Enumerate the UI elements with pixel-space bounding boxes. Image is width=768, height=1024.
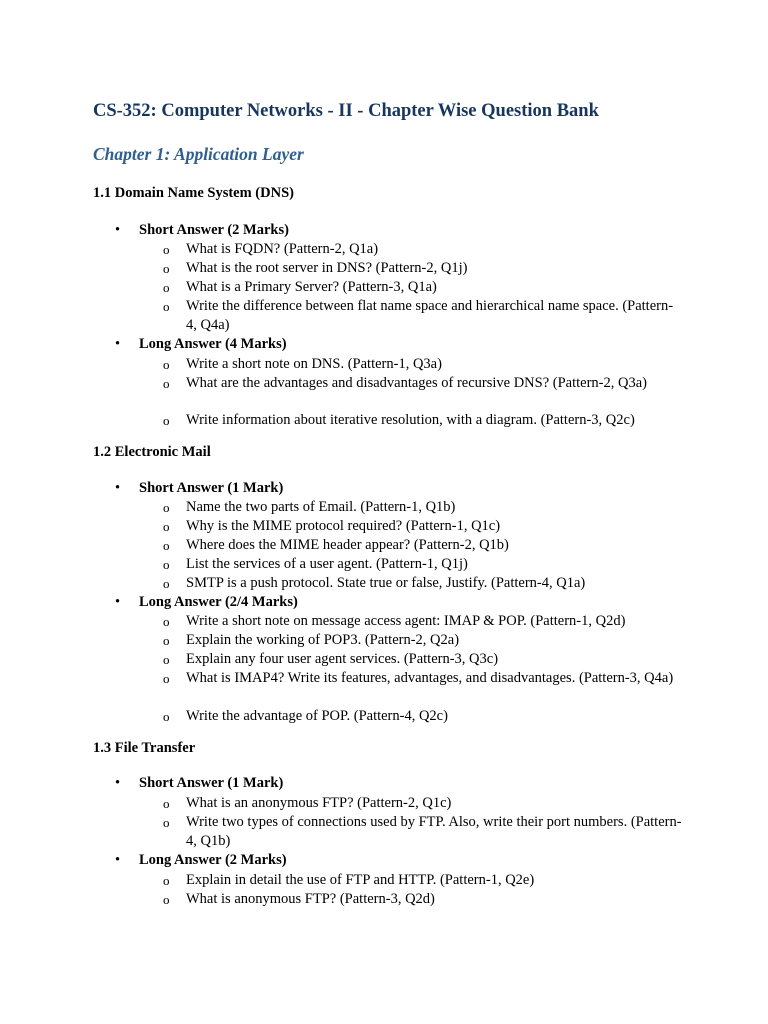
group-label: Short Answer (2 Marks) xyxy=(139,222,289,238)
bullet-icon: • xyxy=(115,336,121,352)
question-item xyxy=(163,555,683,574)
question-text: What is an anonymous FTP? (Pattern-2, Q1c) xyxy=(186,795,452,811)
question-text: What is a Primary Server? (Pattern-3, Q1a) xyxy=(186,279,437,295)
question-text: Why is the MIME protocol required? (Pattern-1, Q1c) xyxy=(186,518,501,534)
question-text: SMTP is a push protocol. State true or false, Justify. (Pattern-4, Q1a) xyxy=(186,575,586,591)
question-item xyxy=(163,411,683,430)
sub-bullet-icon: o xyxy=(163,557,170,572)
document-title: CS-352: Computer Networks - II - Chapter Wise Question Bank xyxy=(93,101,599,121)
question-text: List the services of a user agent. (Pattern-1, Q1j) xyxy=(186,556,468,572)
question-text: What is IMAP4? Write its features, advantages, and disadvantages. (Pattern-3, Q4a) xyxy=(186,670,674,686)
question-text: Write a short note on DNS. (Pattern-1, Q3a) xyxy=(186,356,442,372)
bullet-icon: • xyxy=(115,852,121,868)
group-label: Long Answer (2/4 Marks) xyxy=(139,594,298,610)
question-item xyxy=(163,536,683,555)
question-item xyxy=(163,612,683,631)
question-text: Explain any four user agent services. (Pattern-3, Q3c) xyxy=(186,651,499,667)
question-item xyxy=(163,278,683,297)
question-text: Explain the working of POP3. (Pattern-2, Q2a) xyxy=(186,632,460,648)
section-heading-file-transfer: 1.3 File Transfer xyxy=(93,740,196,756)
sub-bullet-icon: o xyxy=(163,873,170,888)
question-text: Write a short note on message access agent: IMAP & POP. (Pattern-1, Q2d) xyxy=(186,613,626,629)
sub-bullet-icon: o xyxy=(163,538,170,553)
question-text: Write information about iterative resolution, with a diagram. (Pattern-3, Q2c) xyxy=(186,412,635,428)
group-label: Short Answer (1 Mark) xyxy=(139,480,284,496)
question-text: Write two types of connections used by FTP. Also, write their port numbers. (Pattern-4, Q1b) xyxy=(186,814,682,849)
sub-bullet-icon: o xyxy=(163,796,170,811)
question-item xyxy=(163,871,683,890)
bullet-icon: • xyxy=(115,594,121,610)
question-text: Explain in detail the use of FTP and HTTP. (Pattern-1, Q2e) xyxy=(186,872,535,888)
sub-bullet-icon: o xyxy=(163,633,170,648)
sub-bullet-icon: o xyxy=(163,519,170,534)
sub-bullet-icon: o xyxy=(163,413,170,428)
question-item xyxy=(163,707,683,726)
sub-bullet-icon: o xyxy=(163,500,170,515)
bullet-icon: • xyxy=(115,775,121,791)
sub-bullet-icon: o xyxy=(163,357,170,372)
question-item xyxy=(163,650,683,669)
question-item xyxy=(163,240,683,259)
section-heading-dns: 1.1 Domain Name System (DNS) xyxy=(93,185,294,201)
question-text: What is the root server in DNS? (Pattern-2, Q1j) xyxy=(186,260,468,276)
question-item xyxy=(163,498,683,517)
question-text: Where does the MIME header appear? (Pattern-2, Q1b) xyxy=(186,537,509,553)
sub-bullet-icon: o xyxy=(163,892,170,907)
question-text: What is anonymous FTP? (Pattern-3, Q2d) xyxy=(186,891,435,907)
group-label: Short Answer (1 Mark) xyxy=(139,775,284,791)
sub-bullet-icon: o xyxy=(163,652,170,667)
question-item xyxy=(163,813,683,851)
sub-bullet-icon: o xyxy=(163,299,170,314)
sub-bullet-icon: o xyxy=(163,709,170,724)
question-item xyxy=(163,574,683,593)
question-text: What is FQDN? (Pattern-2, Q1a) xyxy=(186,241,379,257)
question-item xyxy=(163,631,683,650)
question-text: Write the difference between flat name space and hierarchical name space. (Pattern-4, Q4a) xyxy=(186,298,674,333)
sub-bullet-icon: o xyxy=(163,671,170,686)
sub-bullet-icon: o xyxy=(163,815,170,830)
bullet-icon: • xyxy=(115,480,121,496)
question-item xyxy=(163,794,683,813)
section-heading-email: 1.2 Electronic Mail xyxy=(93,444,211,460)
question-item xyxy=(163,355,683,374)
question-item xyxy=(163,890,683,909)
sub-bullet-icon: o xyxy=(163,242,170,257)
question-text: Name the two parts of Email. (Pattern-1, Q1b) xyxy=(186,499,456,515)
group-label: Long Answer (2 Marks) xyxy=(139,852,287,868)
question-item xyxy=(163,669,683,688)
sub-bullet-icon: o xyxy=(163,280,170,295)
sub-bullet-icon: o xyxy=(163,576,170,591)
question-item xyxy=(163,297,683,335)
chapter-title: Chapter 1: Application Layer xyxy=(93,144,304,164)
sub-bullet-icon: o xyxy=(163,261,170,276)
sub-bullet-icon: o xyxy=(163,376,170,391)
question-item xyxy=(163,259,683,278)
group-label: Long Answer (4 Marks) xyxy=(139,336,287,352)
bullet-icon: • xyxy=(115,222,121,238)
question-item xyxy=(163,374,683,393)
sub-bullet-icon: o xyxy=(163,614,170,629)
question-item xyxy=(163,517,683,536)
question-text: What are the advantages and disadvantages of recursive DNS? (Pattern-2, Q3a) xyxy=(186,375,647,391)
question-text: Write the advantage of POP. (Pattern-4, Q2c) xyxy=(186,708,448,724)
